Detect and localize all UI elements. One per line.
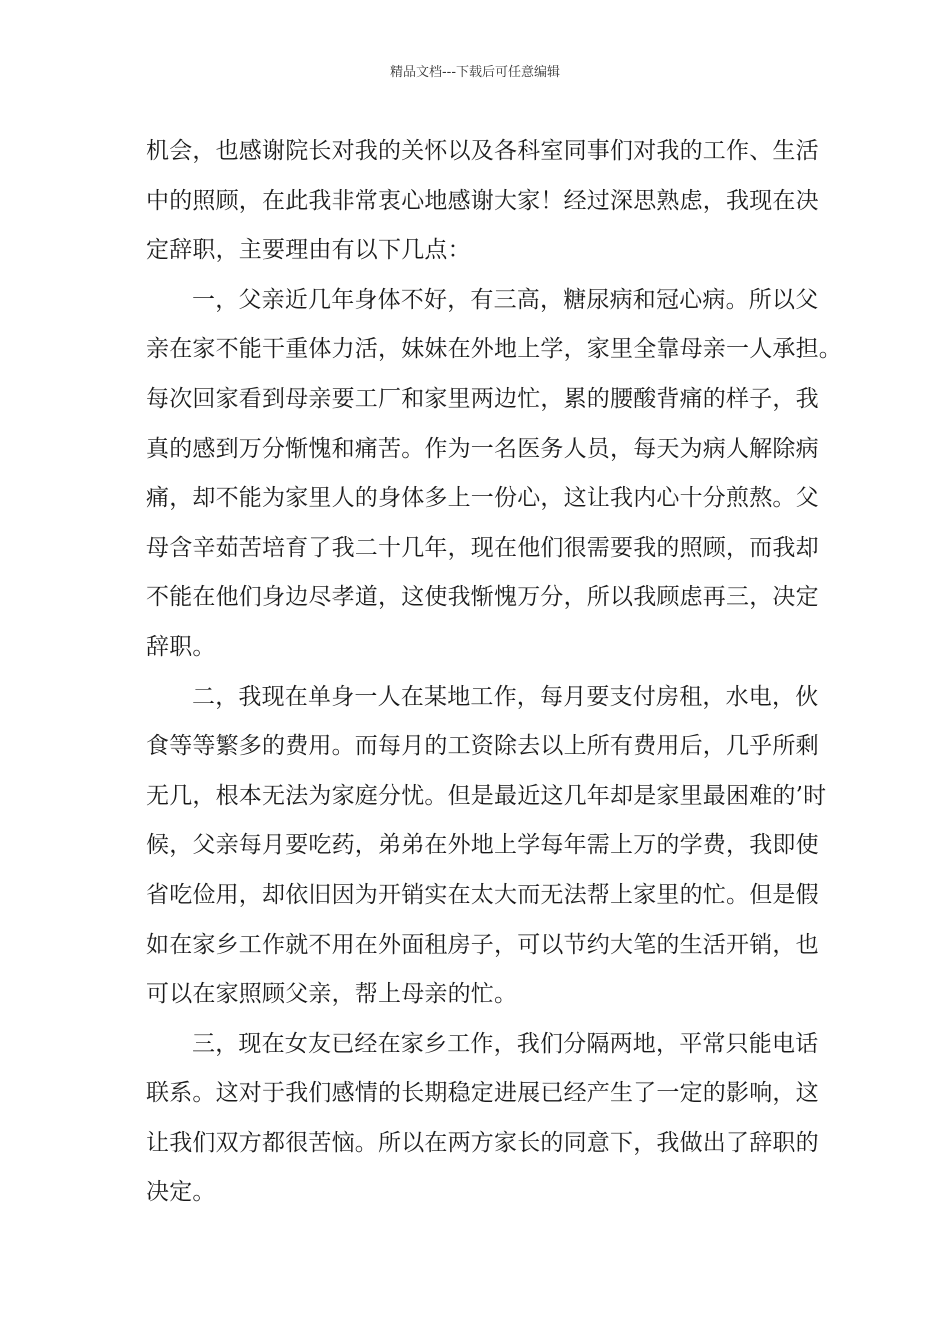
text-line: 联系。这对于我们感情的长期稳定进展已经产生了一定的影响，这	[146, 1080, 819, 1107]
page-header: 精品文档---下载后可任意编辑	[389, 65, 561, 80]
text-line: 真的感到万分惭愧和痛苦。作为一名医务人员，每天为病人解除病	[146, 435, 819, 462]
text-line: 无几，根本无法为家庭分忧。但是最近这几年却是家里最困难的’时	[146, 782, 827, 809]
text-line: 让我们双方都很苦恼。所以在两方家长的同意下，我做出了辞职的	[146, 1129, 819, 1156]
text-line: 中的照顾，在此我非常衷心地感谢大家！经过深思熟虑，我现在决	[146, 187, 819, 214]
text-line: 一，父亲近几年身体不好，有三高，糖尿病和冠心病。所以父	[192, 286, 819, 313]
text-line: 候，父亲每月要吃药，弟弟在外地上学每年需上万的学费，我即使	[146, 832, 819, 859]
text-line: 三，现在女友已经在家乡工作，我们分隔两地，平常只能电话	[192, 1030, 819, 1057]
text-line: 如在家乡工作就不用在外面租房子，可以节约大笔的生活开销，也	[146, 931, 819, 958]
paragraph-intro	[146, 127, 819, 276]
text-line: 亲在家不能干重体力活，妹妹在外地上学，家里全靠母亲一人承担。	[146, 336, 842, 363]
text-line: 可以在家照顾父亲，帮上母亲的忙。	[146, 981, 518, 1008]
text-line: 省吃俭用，却依旧因为开销实在太大而无法帮上家里的忙。但是假	[146, 881, 819, 908]
text-line: 辞职。	[146, 633, 216, 660]
text-line: 定辞职，主要理由有以下几点：	[146, 237, 471, 264]
text-line: 每次回家看到母亲要工厂和家里两边忙，累的腰酸背痛的样子，我	[146, 385, 819, 412]
letter-body	[146, 127, 842, 1218]
paragraph-reason-2	[146, 673, 827, 1020]
text-line: 食等等繁多的费用。而每月的工资除去以上所有费用后，几乎所剩	[146, 733, 819, 760]
text-line: 痛，却不能为家里人的身体多上一份心，这让我内心十分煎熬。父	[146, 485, 819, 512]
paragraph-reason-1	[146, 276, 842, 673]
text-line: 二，我现在单身一人在某地工作，每月要支付房租，水电，伙	[192, 683, 819, 710]
text-line: 母含辛茹苦培育了我二十几年，现在他们很需要我的照顾，而我却	[146, 534, 819, 561]
text-line: 不能在他们身边尽孝道，这使我惭愧万分，所以我顾虑再三，决定	[146, 584, 819, 611]
text-line: 机会，也感谢院长对我的关怀以及各科室同事们对我的工作、生活	[146, 138, 819, 164]
text-line: 决定。	[146, 1179, 216, 1206]
paragraph-reason-3	[146, 1020, 819, 1218]
